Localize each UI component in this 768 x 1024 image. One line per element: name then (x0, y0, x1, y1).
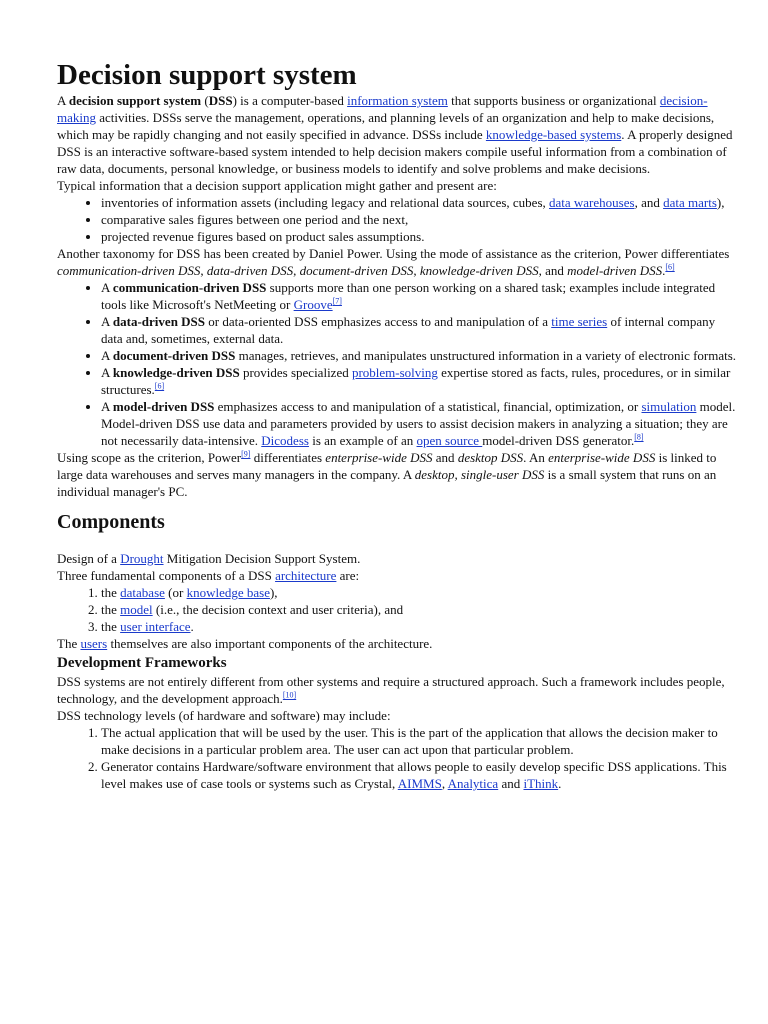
list-item: 2. Generator contains Hardware/software environment that allows people to easily develop specific DSS applications. This level makes use of case tools or systems such as Crystal, AIMMS, Analytica and iThink. (101, 758, 738, 792)
technology-levels-lead: DSS technology levels (of hardware and software) may include: (57, 708, 391, 723)
typical-info-lead: Typical information that a decision support application might gather and present are: (57, 178, 497, 193)
list-item: 1. The actual application that will be used by the user. This is the part of the application that allows the decision maker to make decisions in a particular problem area. The user can act upon that particular problem. (101, 724, 738, 758)
link-aimms[interactable]: AIMMS (397, 776, 442, 791)
dss-types-list (57, 279, 738, 449)
link-time-series[interactable]: time series (551, 314, 608, 329)
list-item: • A knowledge-driven DSS provides specialized problem-solving expertise stored as facts, rules, procedures, or in similar structures.[6] (101, 364, 738, 398)
link-drought[interactable]: Drought (120, 551, 164, 566)
drought-caption: Design of a Drought Mitigation Decision Support System. (57, 551, 361, 566)
spacer (57, 534, 738, 550)
link-users[interactable]: users (80, 636, 108, 651)
citation-7[interactable]: [7] (332, 296, 342, 306)
link-architecture[interactable]: architecture (275, 568, 337, 583)
link-data-warehouses[interactable]: data warehouses (549, 195, 635, 210)
citation-8[interactable]: [8] (634, 432, 644, 442)
citation-6[interactable]: [6] (665, 262, 675, 272)
intro-paragraph: A decision support system (DSS) is a computer-based information system that supports business or organizational decision-making activities. DSSs serve the management, operations, and planning levels of an organization and help to make decisions, which may be rapidly changing and not easily specified in advance. DSSs include knowledge-based systems. A properly designed DSS is an interactive software-based system intended to help decision makers compile useful information from a combination of raw data, documents, personal knowledge, or business models to identify and solve problems and make decisions. (57, 93, 733, 176)
link-user-interface[interactable]: user interface (120, 619, 191, 634)
list-item: 1. the database (or knowledge base), (101, 584, 738, 601)
link-simulation[interactable]: simulation (641, 399, 697, 414)
link-model[interactable]: model (120, 602, 153, 617)
development-frameworks-heading: Development Frameworks (57, 655, 227, 671)
citation-10[interactable]: [10] (282, 690, 297, 700)
list-item: • A model-driven DSS emphasizes access to and manipulation of a statistical, financial, optimization, or simulation model. Model-driven DSS use data and parameters provided by users to assist decision makers in analyzing a situation; they are not necessarily data-intensive. Dicodess is an example of an open source model-driven DSS generator.[8] (101, 398, 738, 449)
scope-paragraph: Using scope as the criterion, Power[9] differentiates enterprise-wide DSS and desktop DSS. An enterprise-wide DSS is linked to large data warehouses and serves many managers in the company. A desktop, single-user DSS is a small system that runs on an individual manager's PC. (57, 449, 717, 499)
list-item: 2. the model (i.e., the decision context and user criteria), and (101, 601, 738, 618)
link-database[interactable]: database (120, 585, 165, 600)
list-item: • A data-driven DSS or data-oriented DSS emphasizes access to and manipulation of a time series of internal company data and, sometimes, external data. (101, 313, 738, 347)
link-dicodess[interactable]: Dicodess (261, 433, 309, 448)
three-components-lead: Three fundamental components of a DSS architecture are: (57, 568, 360, 583)
citation-6[interactable]: [6] (154, 381, 165, 391)
list-item: • comparative sales figures between one period and the next, (101, 211, 738, 228)
link-ithink[interactable]: iThink (523, 776, 559, 791)
page-title: Decision support system (57, 59, 357, 91)
link-open-source[interactable]: open source (416, 433, 483, 448)
framework-paragraph: DSS systems are not entirely different from other systems and require a structured approach. Such a framework includes people, technology, and the development approach.[10] (57, 674, 725, 706)
typical-info-list (57, 194, 738, 245)
users-paragraph: The users themselves are also important components of the architecture. (57, 636, 433, 651)
taxonomy-paragraph: Another taxonomy for DSS has been created by Daniel Power. Using the mode of assistance as the criterion, Power differentiates communication-driven DSS, data-driven DSS, document-driven DSS, knowledge-driven DSS, and model-driven DSS.[6] (57, 246, 730, 278)
link-decision-making[interactable]: decision-making (57, 93, 708, 125)
components-heading: Components (57, 511, 165, 533)
citation-9[interactable]: [9] (241, 449, 251, 459)
list-item: • inventories of information assets (including legacy and relational data sources, cubes, data warehouses, and data marts), (101, 194, 738, 211)
link-analytica[interactable]: Analytica (447, 776, 499, 791)
list-item: • A communication-driven DSS supports more than one person working on a shared task; examples include integrated tools like Microsoft's NetMeeting or Groove[7] (101, 279, 738, 313)
list-item: • projected revenue figures based on product sales assumptions. (101, 228, 738, 245)
link-data-marts[interactable]: data marts (663, 195, 717, 210)
link-problem-solving[interactable]: problem-solving (351, 365, 438, 380)
link-knowledge-based-systems[interactable]: knowledge-based systems (485, 127, 622, 142)
list-item: 3. the user interface. (101, 618, 738, 635)
technology-levels-list (57, 724, 738, 792)
link-groove[interactable]: Groove (293, 297, 333, 312)
link-knowledge-base[interactable]: knowledge base (186, 585, 270, 600)
link-information-system[interactable]: information system (347, 93, 448, 108)
components-list (57, 584, 738, 635)
list-item: • A document-driven DSS manages, retrieves, and manipulates unstructured information in a variety of electronic formats. (101, 347, 738, 364)
